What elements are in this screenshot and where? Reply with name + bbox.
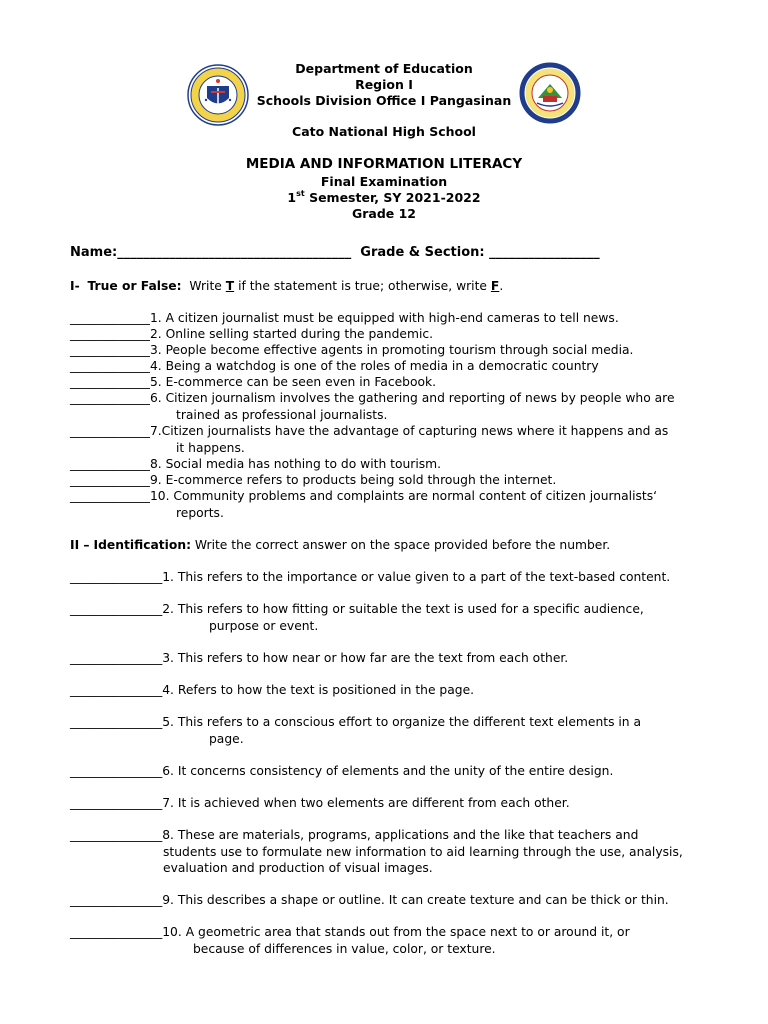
part2-item-9 bbox=[70, 892, 669, 908]
part1-instruction-c: . bbox=[499, 279, 504, 293]
part1-item-text: 4. Being a watchdog is one of the roles of media in a democratic country bbox=[149, 359, 599, 373]
part1-item-text: 5. E-commerce can be seen even in Facebook. bbox=[149, 375, 437, 389]
school-heading: Cato National High School bbox=[292, 124, 476, 139]
part1-answer-blank[interactable]: _____________ bbox=[70, 391, 150, 405]
part2-answer-blank[interactable]: _______________ bbox=[70, 683, 163, 697]
part1-item-text: 10. Community problems and complaints are normal content of citizen journalists‘ bbox=[149, 489, 658, 503]
part1-f-letter: F bbox=[490, 279, 500, 293]
department-heading: Department of Education bbox=[295, 61, 473, 76]
semester-heading bbox=[0, 190, 768, 206]
part2-instruction: Write the correct answer on the space provided before the number. bbox=[191, 538, 611, 552]
part1-item-continuation: reports. bbox=[176, 505, 224, 520]
grade-section-label: Grade & Section: bbox=[360, 245, 485, 260]
part2-item-text: 3. This refers to how near or how far are the text from each other. bbox=[162, 651, 569, 665]
part2-heading bbox=[70, 537, 610, 553]
division-heading: Schools Division Office I Pangasinan bbox=[256, 93, 512, 108]
part1-answer-blank[interactable]: _____________ bbox=[70, 489, 150, 503]
part2-item-3 bbox=[70, 650, 568, 666]
part2-item-continuation: because of differences in value, color, or texture. bbox=[193, 941, 496, 956]
part1-item-2 bbox=[70, 326, 433, 342]
part1-item-text: 9. E-commerce refers to products being sold through the internet. bbox=[149, 473, 557, 487]
part2-answer-blank[interactable]: _______________ bbox=[70, 796, 163, 810]
part2-item-7 bbox=[70, 795, 570, 811]
part2-item-text: 1. This refers to the importance or value given to a part of the text-based content. bbox=[162, 570, 671, 584]
part1-item-4 bbox=[70, 358, 599, 374]
part1-item-5 bbox=[70, 374, 436, 390]
semester-text: Semester, SY 2021-2022 bbox=[304, 190, 481, 205]
part2-item-8 bbox=[70, 827, 638, 843]
part1-answer-blank[interactable]: _____________ bbox=[70, 359, 150, 373]
part2-answer-blank[interactable]: _______________ bbox=[70, 715, 163, 729]
part1-answer-blank[interactable]: _____________ bbox=[70, 375, 150, 389]
part1-numeral: I- bbox=[70, 279, 80, 293]
part2-item-text: 4. Refers to how the text is positioned in the page. bbox=[162, 683, 475, 697]
subject-heading: MEDIA AND INFORMATION LITERACY bbox=[245, 156, 523, 172]
part2-numeral: II – bbox=[70, 538, 90, 552]
part1-instruction-b: if the statement is true; otherwise, write bbox=[234, 279, 491, 293]
part1-answer-blank[interactable]: _____________ bbox=[70, 424, 150, 438]
part2-item-4 bbox=[70, 682, 474, 698]
part1-item-continuation: it happens. bbox=[176, 440, 245, 455]
part1-item-continuation: trained as professional journalists. bbox=[176, 407, 388, 422]
part1-answer-blank[interactable]: _____________ bbox=[70, 473, 150, 487]
part2-title: Identification: bbox=[93, 538, 191, 552]
part2-item-continuation: page. bbox=[209, 731, 244, 746]
name-label: Name: bbox=[70, 245, 118, 260]
semester-suffix: st bbox=[296, 189, 305, 198]
part2-item-text: 7. It is achieved when two elements are different from each other. bbox=[162, 796, 570, 810]
part2-item-continuation: students use to formulate new information to aid learning through the use, analysis, bbox=[163, 844, 683, 859]
part1-item-7 bbox=[70, 423, 668, 439]
part1-item-text: 8. Social media has nothing to do with tourism. bbox=[149, 457, 442, 471]
part1-item-1 bbox=[70, 310, 619, 326]
part1-item-8 bbox=[70, 456, 441, 472]
part2-item-2 bbox=[70, 601, 644, 617]
part2-answer-blank[interactable]: _______________ bbox=[70, 570, 163, 584]
part2-answer-blank[interactable]: _______________ bbox=[70, 893, 163, 907]
part1-item-3 bbox=[70, 342, 633, 358]
part1-item-text: 6. Citizen journalism involves the gathering and reporting of news by people who are bbox=[149, 391, 675, 405]
part2-item-6 bbox=[70, 763, 613, 779]
semester-number: 1 bbox=[287, 190, 297, 205]
part2-item-1 bbox=[70, 569, 670, 585]
grade-section-field[interactable]: _________________ bbox=[489, 245, 600, 260]
part2-item-10 bbox=[70, 924, 630, 940]
student-info-line bbox=[70, 245, 600, 261]
part1-answer-blank[interactable]: _____________ bbox=[70, 327, 150, 341]
part2-item-text: 9. This describes a shape or outline. It can create texture and can be thick or thin. bbox=[162, 893, 669, 907]
part1-heading bbox=[70, 278, 503, 294]
part1-answer-blank[interactable]: _____________ bbox=[70, 457, 150, 471]
part2-answer-blank[interactable]: _______________ bbox=[70, 828, 163, 842]
grade-heading: Grade 12 bbox=[351, 206, 417, 221]
part2-answer-blank[interactable]: _______________ bbox=[70, 602, 163, 616]
part2-item-text: 10. A geometric area that stands out from the space next to or around it, or bbox=[162, 925, 630, 939]
part1-instruction-a: Write bbox=[189, 279, 226, 293]
part1-item-text: 7.Citizen journalists have the advantage of capturing news where it happens and as bbox=[149, 424, 669, 438]
part2-answer-blank[interactable]: _______________ bbox=[70, 651, 163, 665]
part1-item-text: 3. People become effective agents in promoting tourism through social media. bbox=[149, 343, 634, 357]
part2-item-text: 6. It concerns consistency of elements and the unity of the entire design. bbox=[162, 764, 614, 778]
part1-item-text: 1. A citizen journalist must be equipped with high-end cameras to tell news. bbox=[149, 311, 619, 325]
part1-answer-blank[interactable]: _____________ bbox=[70, 311, 150, 325]
part1-item-6 bbox=[70, 390, 675, 406]
part2-item-5 bbox=[70, 714, 641, 730]
part2-item-text: 8. These are materials, programs, applications and the like that teachers and bbox=[162, 828, 639, 842]
part1-answer-blank[interactable]: _____________ bbox=[70, 343, 150, 357]
region-heading: Region I bbox=[355, 77, 413, 92]
part1-item-text: 2. Online selling started during the pandemic. bbox=[149, 327, 434, 341]
part2-item-continuation: purpose or event. bbox=[209, 618, 319, 633]
name-field[interactable]: ____________________________________ bbox=[117, 245, 352, 260]
part1-t-letter: T bbox=[225, 279, 235, 293]
part2-answer-blank[interactable]: _______________ bbox=[70, 925, 163, 939]
part2-item-text: 5. This refers to a conscious effort to organize the different text elements in a bbox=[162, 715, 642, 729]
part1-item-9 bbox=[70, 472, 556, 488]
part2-item-continuation: evaluation and production of visual images. bbox=[163, 861, 433, 875]
part2-item-text: 2. This refers to how fitting or suitable the text is used for a specific audience, bbox=[162, 602, 644, 616]
part1-title: True or False: bbox=[87, 279, 182, 293]
exam-heading: Final Examination bbox=[320, 174, 448, 189]
part1-item-10 bbox=[70, 488, 657, 504]
part2-answer-blank[interactable]: _______________ bbox=[70, 764, 163, 778]
